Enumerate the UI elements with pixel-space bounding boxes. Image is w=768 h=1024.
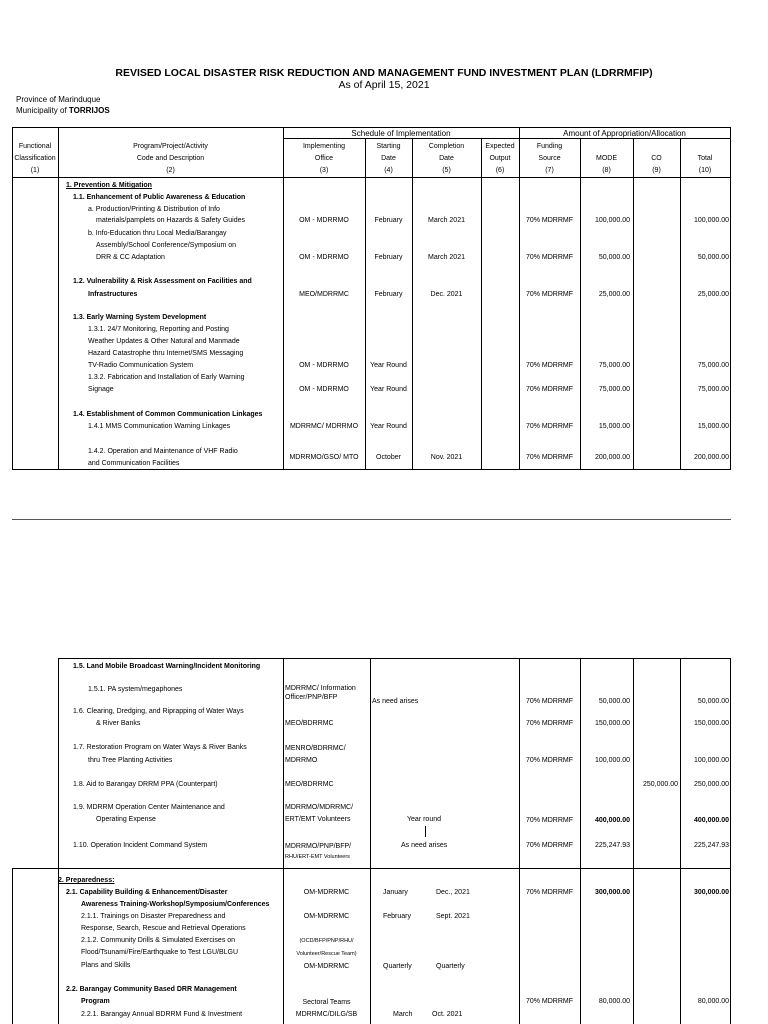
mooe-cell: 75,000.00 (598, 362, 630, 369)
starting-date-cell: Year Round (370, 362, 407, 369)
column-header-mooe: (8) (602, 167, 611, 174)
mooe-cell: 200,000.00 (594, 454, 630, 461)
implementing-office-cell: MDRRMC/ Information (285, 685, 356, 692)
funding-source-cell: 70% MDRRMF (525, 362, 574, 369)
table-1-column-rule (365, 138, 366, 469)
column-header-completion: Date (439, 155, 454, 162)
funding-source-cell: 70% MDRRMF (525, 291, 574, 298)
column-header-starting: Starting (376, 143, 401, 150)
table-2-column-rule (730, 658, 731, 1024)
completion-date-cell: March 2021 (428, 254, 465, 261)
column-header-total: (10) (698, 167, 712, 174)
column-header-total: Total (697, 155, 713, 162)
total-cell: 200,000.00 (693, 454, 729, 461)
schedule-cell: Quarterly (436, 963, 465, 970)
total-cell: 400,000.00 (693, 817, 729, 824)
implementing-office-cell: Sectoral Teams (302, 999, 351, 1006)
implementing-office-cell: MDRRMC/DILG/SB (295, 1011, 358, 1018)
column-header-completion: (5) (442, 167, 451, 174)
mooe-cell: 400,000.00 (594, 817, 630, 824)
column-header-mooe: MODE (596, 155, 617, 162)
schedule-cell: As need arises (401, 842, 448, 849)
program-description-line: 1.8. Aid to Barangay DRRM PPA (Counterpart) (73, 781, 218, 788)
municipality-name: TORRIJOS (68, 106, 110, 115)
appropriation-header: Amount of Appropriation/Allocation (563, 129, 686, 138)
completion-date-cell: March 2021 (428, 217, 465, 224)
document-title: REVISED LOCAL DISASTER RISK REDUCTION AND MANAGEMENT FUND INVESTMENT PLAN (LDRRMFIP) (115, 67, 653, 79)
page-separator (12, 519, 731, 520)
starting-date-cell: February (374, 217, 403, 224)
program-description-line: 2.1. Capability Building & Enhancement/Disaster (66, 889, 228, 896)
implementing-office-cell: OM - MDRRMO (299, 362, 349, 369)
column-header-program: Code and Description (136, 155, 205, 162)
column-header-funding: Funding (536, 143, 563, 150)
schedule-cell: March (393, 1011, 413, 1018)
schedule-cell: Dec., 2021 (436, 889, 470, 896)
total-cell: 50,000.00 (697, 698, 729, 705)
table-1-column-rule (481, 138, 482, 469)
program-description-line: b. Info-Education thru Local Media/Barangay (88, 230, 227, 237)
program-description-line: Signage (88, 386, 114, 393)
implementing-office-cell: MDRRMO (285, 757, 318, 764)
program-description-line: 2.1.1. Trainings on Disaster Preparedness and (81, 913, 226, 920)
mooe-cell: 150,000.00 (594, 720, 630, 727)
program-description-line: Flood/Tsunami/Fire/Earthquake to Test LGU/BLGU (81, 949, 239, 956)
mooe-cell: 50,000.00 (598, 698, 630, 705)
total-cell: 300,000.00 (693, 889, 729, 896)
total-cell: 15,000.00 (697, 423, 729, 430)
program-description-line: 1.3. Early Warning System Development (73, 314, 207, 321)
total-cell: 100,000.00 (693, 757, 729, 764)
column-header-funding: Source (538, 155, 561, 162)
schedule-cell: Sept. 2021 (436, 913, 470, 920)
implementing-office-cell: OM - MDRRMO (299, 386, 349, 393)
starting-date-cell: February (374, 291, 403, 298)
funding-source-cell: 70% MDRRMF (525, 386, 574, 393)
program-description-line: Response, Search, Rescue and Retrieval Operations (81, 925, 246, 932)
program-description-line: 1.6. Clearing, Dredging, and Riprapping of Water Ways (73, 708, 244, 715)
program-description-line: 2.2.1. Barangay Annual BDRRM Fund & Investment (81, 1011, 243, 1018)
table-1-column-rule (412, 138, 413, 469)
program-description-line: Weather Updates & Other Natural and Manmade (88, 338, 240, 345)
program-description-line: 2.2. Barangay Community Based DRR Management (66, 986, 237, 993)
program-description-line: 1.4. Establishment of Common Communication Linkages (73, 411, 263, 418)
completion-date-cell: Dec. 2021 (430, 291, 463, 298)
table-1-rule (283, 138, 731, 139)
program-description-line: 1.7. Restoration Program on Water Ways & River Banks (73, 744, 247, 751)
schedule-cell: As need arises (372, 698, 419, 705)
mooe-cell: 75,000.00 (598, 386, 630, 393)
funding-source-cell: 70% MDRRMF (525, 998, 574, 1005)
program-description-line: Operating Expense (96, 816, 156, 823)
mooe-cell: 80,000.00 (598, 998, 630, 1005)
table-1-column-rule (633, 138, 634, 469)
total-cell: 150,000.00 (693, 720, 729, 727)
table-2-rule (12, 868, 731, 869)
column-header-functional: Functional (18, 143, 52, 150)
implementing-office-cell: MDRRMO/GSO/ MTO (289, 454, 359, 461)
total-cell: 50,000.00 (697, 254, 729, 261)
implementing-office-cell: OM - MDRRMO (299, 217, 349, 224)
program-description-line: Plans and Skills (81, 962, 131, 969)
program-description-line: 1.9. MDRRM Operation Center Maintenance and (73, 804, 225, 811)
program-description-line: a. Production/Printing & Distribution of Info (88, 206, 220, 213)
column-header-program: (2) (166, 167, 175, 174)
total-cell: 225,247.93 (693, 842, 729, 849)
document-subtitle: As of April 15, 2021 (338, 79, 430, 91)
implementing-office-cell: RHU/ERT-EMT Volunteers (285, 854, 350, 860)
co-cell: 250,000.00 (642, 781, 678, 788)
program-description-line: 2.1.2. Community Drills & Simulated Exercises on (81, 937, 236, 944)
program-description-line: 1. Prevention & Mitigation (66, 182, 152, 189)
mooe-cell: 50,000.00 (598, 254, 630, 261)
funding-source-cell: 70% MDRRMF (525, 817, 574, 824)
funding-source-cell: 70% MDRRMF (525, 698, 574, 705)
funding-source-cell: 70% MDRRMF (525, 889, 574, 896)
column-header-starting: (4) (384, 167, 393, 174)
program-description-line: Assembly/School Conference/Symposium on (96, 242, 237, 249)
funding-source-cell: 70% MDRRMF (525, 454, 574, 461)
program-description-line: 2. Preparedness: (58, 877, 115, 884)
starting-date-cell: Year Round (370, 423, 407, 430)
implementing-office-cell: MEO/BDRRMC (285, 720, 334, 727)
program-description-line: and Communication Facilities (88, 460, 180, 467)
column-header-output: (6) (495, 167, 505, 174)
funding-source-cell: 70% MDRRMF (525, 720, 574, 727)
column-header-office: (3) (319, 167, 329, 174)
column-header-funding: (7) (545, 167, 554, 174)
table-1-column-rule (730, 127, 731, 469)
mooe-cell: 100,000.00 (594, 757, 630, 764)
implementing-office-cell: OM-MDRRMC (303, 889, 350, 896)
column-header-starting: Date (381, 155, 396, 162)
total-cell: 80,000.00 (697, 998, 729, 1005)
implementing-office-cell: MDRRMO/PNP/BFP/ (285, 843, 352, 850)
implementing-office-cell: MEO/MDRRMC (299, 291, 349, 298)
column-header-office: Implementing (302, 143, 346, 150)
table-2-column-rule (58, 658, 59, 1024)
table-1-rule (12, 469, 731, 470)
program-description-line: 1.4.1 MMS Communication Warning Linkages (88, 423, 231, 430)
program-description-line: Hazard Catastrophe thru Internet/SMS Messaging (88, 350, 244, 357)
implementing-office-cell: ERT/EMT Volunteers (285, 816, 351, 823)
schedule-cell: January (383, 889, 408, 896)
schedule-header: Schedule of Implementation (351, 129, 451, 138)
mooe-cell: 15,000.00 (598, 423, 630, 430)
funding-source-cell: 70% MDRRMF (525, 842, 574, 849)
column-header-functional: Classification (14, 155, 56, 162)
funding-source-cell: 70% MDRRMF (525, 757, 574, 764)
total-cell: 75,000.00 (697, 362, 729, 369)
mooe-cell: 300,000.00 (594, 889, 630, 896)
table-2-tick (425, 826, 426, 837)
program-description-line: 1.2. Vulnerability & Risk Assessment on Facilities and (73, 278, 252, 285)
program-description-line: & River Banks (96, 720, 141, 727)
table-1-rule (12, 177, 731, 178)
implementing-office-cell: (OCD/BFP/PNP/RHU/ (299, 938, 354, 944)
program-description-line: 1.1. Enhancement of Public Awareness & Education (73, 194, 246, 201)
mooe-cell: 100,000.00 (594, 217, 630, 224)
funding-source-cell: 70% MDRRMF (525, 423, 574, 430)
total-cell: 250,000.00 (693, 781, 729, 788)
program-description-line: Program (81, 998, 110, 1005)
implementing-office-cell: Volunteer/Rescue Team) (296, 951, 357, 957)
funding-source-cell: 70% MDRRMF (525, 254, 574, 261)
table-1-column-rule (58, 127, 59, 469)
program-description-line: 1.5. Land Mobile Broadcast Warning/Incident Monitoring (73, 663, 261, 670)
total-cell: 25,000.00 (697, 291, 729, 298)
column-header-output: Expected (485, 143, 515, 150)
implementing-office-cell: MDRRMO/MDRRMC/ (285, 804, 354, 811)
column-header-completion: Completion (428, 143, 465, 150)
column-header-program: Program/Project/Activity (133, 143, 208, 150)
schedule-cell: February (383, 913, 412, 920)
mooe-cell: 225,247.93 (594, 842, 630, 849)
column-header-functional: (1) (30, 167, 40, 174)
starting-date-cell: Year Round (370, 386, 407, 393)
municipality-label (16, 106, 110, 115)
schedule-cell: Year round (407, 816, 441, 823)
municipality-prefix: Municipality of (16, 106, 69, 115)
total-cell: 100,000.00 (693, 217, 729, 224)
program-description-line: 1.3.2. Fabrication and Installation of Early Warning (88, 374, 245, 381)
program-description-line: 1.4.2. Operation and Maintenance of VHF Radio (88, 448, 238, 455)
starting-date-cell: October (376, 454, 401, 461)
province-label: Province of Marinduque (16, 95, 101, 104)
funding-source-cell: 70% MDRRMF (525, 217, 574, 224)
implementing-office-cell: OM-MDRRMC (303, 963, 350, 970)
implementing-office-cell: Officer/PNP/BFP (285, 694, 338, 701)
table-2-column-rule (370, 658, 371, 1024)
column-header-co: CO (651, 155, 662, 162)
program-description-line: 1.10. Operation Incident Command System (73, 842, 208, 849)
program-description-line: DRR & CC Adaptation (96, 254, 165, 261)
table-2-column-rule (633, 658, 634, 1024)
starting-date-cell: February (374, 254, 403, 261)
mooe-cell: 25,000.00 (598, 291, 630, 298)
table-2-column-rule (12, 868, 13, 1024)
program-description-line: thru Tree Planting Activities (88, 757, 173, 764)
column-header-co: (9) (652, 167, 661, 174)
program-description-line: Awareness Training-Workshop/Symposium/Conferences (81, 901, 270, 908)
program-description-line: 1.3.1. 24/7 Monitoring, Reporting and Posting (88, 326, 229, 333)
table-1-column-rule (12, 127, 13, 469)
schedule-cell: Oct. 2021 (432, 1011, 463, 1018)
implementing-office-cell: MDRRMC/ MDRRMO (289, 423, 359, 430)
program-description-line: Infrastructures (88, 291, 138, 298)
completion-date-cell: Nov. 2021 (430, 454, 463, 461)
program-description-line: 1.5.1. PA system/megaphones (88, 686, 183, 693)
implementing-office-cell: OM - MDRRMO (299, 254, 349, 261)
table-2-rule (58, 658, 731, 659)
implementing-office-cell: OM-MDRRMC (303, 913, 350, 920)
program-description-line: materials/pamplets on Hazards & Safety Guides (96, 217, 246, 224)
schedule-cell: Quarterly (383, 963, 412, 970)
total-cell: 75,000.00 (697, 386, 729, 393)
column-header-output: Output (489, 155, 511, 162)
table-1-rule (12, 127, 731, 128)
table-1-column-rule (680, 138, 681, 469)
column-header-office: Office (314, 155, 334, 162)
table-1-column-rule (580, 138, 581, 469)
program-description-line: TV-Radio Communication System (88, 362, 194, 369)
implementing-office-cell: MENRO/BDRRMC/ (285, 745, 346, 752)
implementing-office-cell: MEO/BDRRMC (285, 781, 334, 788)
